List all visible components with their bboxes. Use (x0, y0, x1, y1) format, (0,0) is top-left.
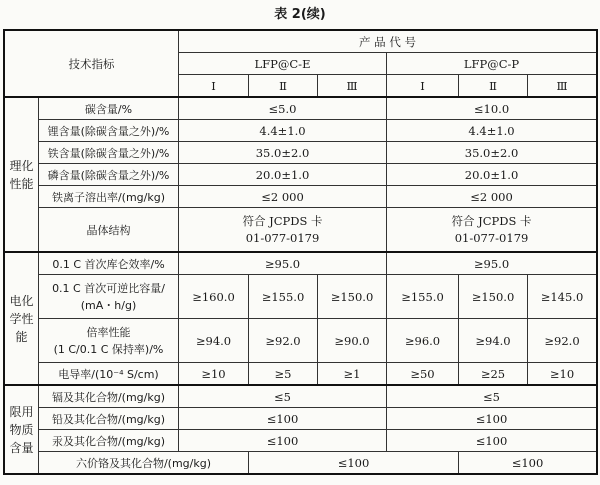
rate-label-line1: 倍率性能 (86, 325, 131, 339)
lead-p-value: ≤100 (387, 408, 597, 430)
phosphorus-p-value: 20.0±1.0 (387, 164, 597, 186)
row-label-mercury: 汞及其化合物/(mg/kg) (39, 430, 179, 452)
crystal-e-value (179, 208, 387, 253)
cadmium-e-value: ≤5 (179, 385, 387, 408)
capacity-p-1: ≥155.0 (387, 275, 459, 319)
grade-header: Ⅱ (459, 75, 528, 98)
product-code-header: 产 品 代 号 (179, 31, 597, 53)
section-physchem: 理化 性能 (5, 97, 39, 252)
crystal-p-line1: 符合 JCPDS 卡 (451, 213, 532, 228)
capacity-p-3: ≥145.0 (528, 275, 597, 319)
row-label-phosphorus: 磷含量(除碳含量之外)/% (39, 164, 179, 186)
crystal-e-line2: 01-077-0179 (245, 230, 320, 245)
conductivity-e-1: ≥10 (179, 363, 249, 386)
rate-e-3: ≥90.0 (318, 319, 387, 363)
row-label-lithium: 锂含量(除碳含量之外)/% (39, 120, 179, 142)
rate-e-1: ≥94.0 (179, 319, 249, 363)
capacity-e-1: ≥160.0 (179, 275, 249, 319)
rate-e-2: ≥92.0 (249, 319, 318, 363)
efficiency-e-value: ≥95.0 (179, 252, 387, 275)
row-label-iron-ion: 铁离子溶出率/(mg/kg) (39, 186, 179, 208)
row-label-rate (39, 319, 179, 363)
mercury-p-value: ≤100 (387, 430, 597, 452)
grade-header: Ⅲ (318, 75, 387, 98)
conductivity-e-2: ≥5 (249, 363, 318, 386)
iron-ion-p-value: ≤2 000 (387, 186, 597, 208)
lithium-e-value: 4.4±1.0 (179, 120, 387, 142)
lithium-p-value: 4.4±1.0 (387, 120, 597, 142)
conductivity-e-3: ≥1 (318, 363, 387, 386)
row-label-capacity (39, 275, 179, 319)
rate-p-2: ≥94.0 (459, 319, 528, 363)
row-label-iron: 铁含量(除碳含量之外)/% (39, 142, 179, 164)
iron-e-value: 35.0±2.0 (179, 142, 387, 164)
capacity-e-2: ≥155.0 (249, 275, 318, 319)
section-electrochem: 电化 学性 能 (5, 252, 39, 385)
carbon-e-value: ≤5.0 (179, 97, 387, 120)
rate-p-3: ≥92.0 (528, 319, 597, 363)
mercury-e-value: ≤100 (179, 430, 387, 452)
chromium-p-value: ≤100 (459, 452, 597, 474)
capacity-label-line2: (mA・h/g) (80, 298, 137, 312)
crystal-p-value (387, 208, 597, 253)
row-label-efficiency: 0.1 C 首次库仑效率/% (39, 252, 179, 275)
conductivity-p-1: ≥50 (387, 363, 459, 386)
grade-header: Ⅰ (179, 75, 249, 98)
conductivity-p-2: ≥25 (459, 363, 528, 386)
chromium-e-value: ≤100 (249, 452, 459, 474)
product-p-header: LFP@C-P (387, 53, 597, 75)
row-label-cadmium: 镉及其化合物/(mg/kg) (39, 385, 179, 408)
spec-table (4, 30, 597, 474)
indicator-header: 技术指标 (5, 31, 179, 98)
carbon-p-value: ≤10.0 (387, 97, 597, 120)
row-label-crystal: 晶体结构 (39, 208, 179, 253)
grade-header: Ⅰ (387, 75, 459, 98)
lead-e-value: ≤100 (179, 408, 387, 430)
row-label-conductivity: 电导率/(10⁻⁴ S/cm) (39, 363, 179, 386)
rate-p-1: ≥96.0 (387, 319, 459, 363)
capacity-e-3: ≥150.0 (318, 275, 387, 319)
grade-header: Ⅱ (249, 75, 318, 98)
capacity-p-2: ≥150.0 (459, 275, 528, 319)
iron-ion-e-value: ≤2 000 (179, 186, 387, 208)
grade-header: Ⅲ (528, 75, 597, 98)
crystal-e-line1: 符合 JCPDS 卡 (242, 213, 323, 228)
row-label-lead: 铅及其化合物/(mg/kg) (39, 408, 179, 430)
section-restricted: 限用 物质 含量 (5, 385, 39, 474)
iron-p-value: 35.0±2.0 (387, 142, 597, 164)
efficiency-p-value: ≥95.0 (387, 252, 597, 275)
product-e-header: LFP@C-E (179, 53, 387, 75)
rate-label-line2: (1 C/0.1 C 保持率)/% (53, 342, 164, 356)
crystal-p-line2: 01-077-0179 (454, 230, 529, 245)
table-caption: 表 2(续) (274, 7, 326, 22)
row-label-carbon: 碳含量/% (39, 97, 179, 120)
capacity-label-line1: 0.1 C 首次可逆比容量/ (52, 281, 165, 295)
conductivity-p-3: ≥10 (528, 363, 597, 386)
row-label-chromium: 六价铬及其化合物/(mg/kg) (39, 452, 249, 474)
cadmium-p-value: ≤5 (387, 385, 597, 408)
phosphorus-e-value: 20.0±1.0 (179, 164, 387, 186)
